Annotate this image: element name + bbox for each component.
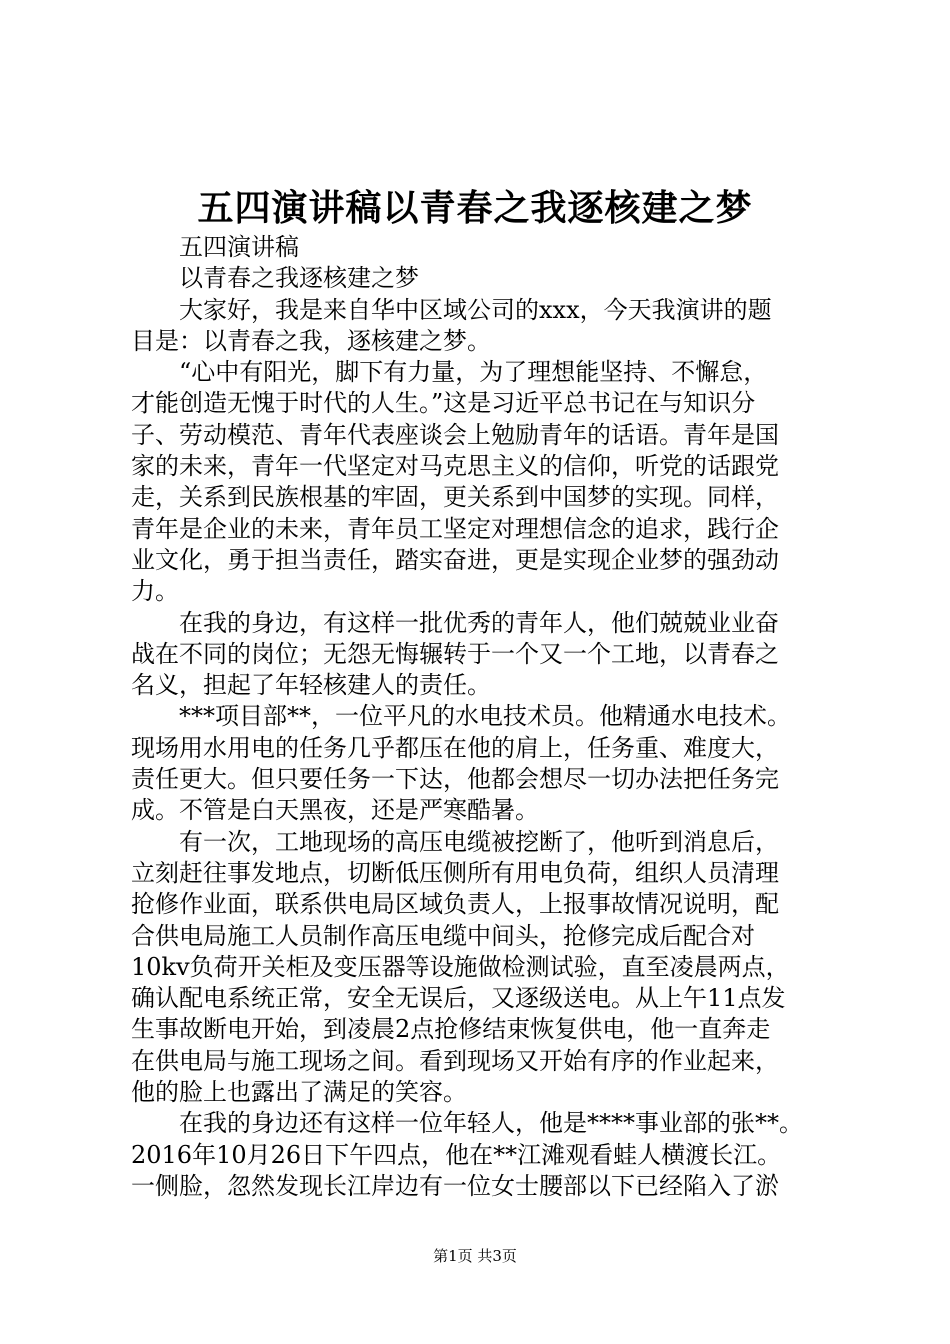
body-line: 有一次，工地现场的高压电缆被挖断了，他听到消息后， xyxy=(179,827,779,856)
body-line: 生事故断电开始，到凌晨2点抢修结束恢复供电，他一直奔走 xyxy=(131,1015,771,1044)
body-line: 成。不管是白天黑夜，还是严寒酷暑。 xyxy=(131,796,539,825)
body-line: 在我的身边，有这样一批优秀的青年人，他们兢兢业业奋 xyxy=(179,608,779,637)
body-line: 以青春之我逐核建之梦 xyxy=(179,264,419,293)
body-line: 10kv负荷开关柜及变压器等设施做检测试验，直至凌晨两点， xyxy=(131,952,790,981)
body-line: 一侧脸，忽然发现长江岸边有一位女士腰部以下已经陷入了淤 xyxy=(131,1171,779,1200)
body-line: 在供电局与施工现场之间。看到现场又开始有序的作业起来， xyxy=(131,1046,779,1075)
body-line: 现场用水用电的任务几乎都压在他的肩上，任务重、难度大， xyxy=(131,733,779,762)
document-title: 五四演讲稿以青春之我逐核建之梦 xyxy=(197,187,753,229)
body-line: 家的未来，青年一代坚定对马克思主义的信仰，听党的话跟党 xyxy=(131,452,779,481)
body-line: 青年是企业的未来，青年员工坚定对理想信念的追求，践行企 xyxy=(131,514,779,543)
body-line: 走，关系到民族根基的牢固，更关系到中国梦的实现。同样， xyxy=(131,483,779,512)
body-line: 在我的身边还有这样一位年轻人，他是****事业部的张**。 xyxy=(179,1109,803,1138)
body-line: 五四演讲稿 xyxy=(179,233,299,261)
body-line: 2016年10月26日下午四点，他在**江滩观看蛙人横渡长江。 xyxy=(131,1140,782,1169)
body-line: 合供电局施工人员制作高压电缆中间头，抢修完成后配合对 xyxy=(131,921,755,950)
body-line: 立刻赶往事发地点，切断低压侧所有用电负荷，组织人员清理 xyxy=(131,858,779,887)
body-line: 确认配电系统正常，安全无误后，又逐级送电。从上午11点发 xyxy=(131,984,786,1013)
body-line: 业文化，勇于担当责任，踏实奋进，更是实现企业梦的强劲动 xyxy=(131,545,779,574)
body-line: 抢修作业面，联系供电局区域负责人，上报事故情况说明，配 xyxy=(131,890,779,919)
body-line: 名义，担起了年轻核建人的责任。 xyxy=(131,671,491,700)
document-body xyxy=(131,232,837,1202)
body-line: 责任更大。但只要任务一下达，他都会想尽一切办法把任务完 xyxy=(131,765,779,794)
body-line: 他的脸上也露出了满足的笑容。 xyxy=(131,1078,467,1107)
body-line: “心中有阳光，脚下有力量，为了理想能坚持、不懈怠， xyxy=(179,358,768,387)
body-line: 才能创造无愧于时代的人生。”这是习近平总书记在与知识分 xyxy=(131,389,756,418)
body-line: 子、劳动模范、青年代表座谈会上勉励青年的话语。青年是国 xyxy=(131,420,779,449)
body-line: 战在不同的岗位；无怨无悔辗转于一个又一个工地，以青春之 xyxy=(131,639,779,668)
body-line: 目是：以青春之我，逐核建之梦。 xyxy=(131,326,491,355)
page-footer: 第1页 共3页 xyxy=(433,1247,517,1265)
body-line: ***项目部**，一位平凡的水电技术员。他精通水电技术。 xyxy=(179,702,791,731)
body-line: 力。 xyxy=(131,577,179,606)
body-line: 大家好，我是来自华中区域公司的xxx，今天我演讲的题 xyxy=(179,295,772,324)
